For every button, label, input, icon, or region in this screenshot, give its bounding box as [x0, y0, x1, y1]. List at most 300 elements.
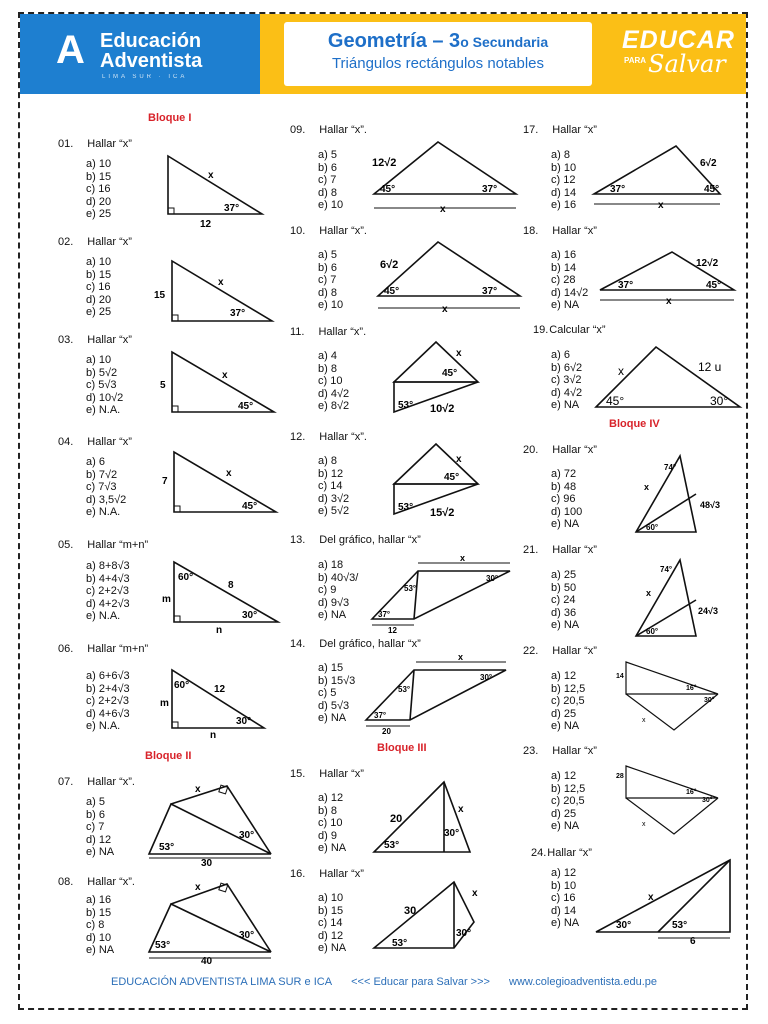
- svg-text:37°: 37°: [230, 308, 246, 319]
- svg-text:45°: 45°: [384, 286, 400, 297]
- options-12: [318, 455, 349, 518]
- option[interactable]: d) 25: [551, 807, 577, 820]
- option[interactable]: e) 8√2: [318, 400, 350, 412]
- question-13: [290, 534, 421, 546]
- option[interactable]: c) 2+2√3: [86, 585, 130, 597]
- question-text: Hallar “x”: [552, 444, 597, 456]
- question-number: 02.: [58, 236, 74, 248]
- option[interactable]: e) NA: [551, 820, 580, 832]
- question-number: 14.: [290, 638, 306, 650]
- figure-18: [598, 250, 738, 310]
- option[interactable]: b) 48: [551, 480, 577, 493]
- svg-text:30°: 30°: [710, 394, 729, 408]
- question-15: [290, 768, 364, 780]
- option[interactable]: e) NA: [318, 712, 347, 724]
- question-number: 22.: [523, 645, 539, 657]
- figure-01: [160, 150, 270, 230]
- question-number: 24.: [531, 847, 547, 859]
- svg-text:30: 30: [201, 858, 213, 869]
- svg-text:14: 14: [616, 673, 624, 680]
- option[interactable]: a) 15: [318, 662, 344, 674]
- question-2: [58, 236, 132, 248]
- option[interactable]: c) 7: [318, 274, 337, 286]
- option[interactable]: b) 15: [86, 906, 112, 919]
- option[interactable]: c) 8: [86, 919, 105, 931]
- option[interactable]: a) 5: [318, 249, 337, 261]
- figure-15: [370, 778, 480, 858]
- option[interactable]: a) 6+6√3: [86, 670, 130, 682]
- footer-slogan: <<< Educar para Salvar >>>: [351, 976, 490, 988]
- figure-08: [145, 876, 280, 966]
- svg-text:15: 15: [154, 290, 166, 301]
- page-subtitle: Triángulos rectángulos notables: [331, 55, 545, 72]
- option[interactable]: a) 10: [86, 158, 112, 170]
- svg-text:53°: 53°: [672, 920, 688, 931]
- options-10: [318, 249, 343, 312]
- svg-text:12 u: 12 u: [698, 360, 722, 374]
- option[interactable]: d) 10√2: [86, 391, 124, 404]
- svg-text:60°: 60°: [646, 523, 659, 532]
- option[interactable]: d) 3√2: [318, 492, 350, 505]
- question-22: [523, 645, 597, 657]
- option[interactable]: b) 15√3: [318, 674, 356, 687]
- question-20: [523, 444, 597, 456]
- svg-text:45°: 45°: [444, 472, 460, 483]
- option[interactable]: b) 10: [551, 161, 577, 174]
- option[interactable]: d) 14: [551, 904, 577, 917]
- option[interactable]: c) 7: [86, 821, 105, 833]
- option[interactable]: d) 3,5√2: [86, 493, 127, 506]
- figure-05: [160, 558, 280, 636]
- svg-text:16°: 16°: [686, 685, 697, 692]
- option[interactable]: d) 14: [551, 186, 577, 199]
- option[interactable]: c) 28: [551, 274, 576, 286]
- option[interactable]: d) 25: [551, 707, 577, 720]
- block-title-1: Bloque I: [148, 112, 192, 124]
- question-text: Hallar “x”.: [319, 431, 367, 443]
- option[interactable]: a) 8: [551, 149, 570, 161]
- option[interactable]: a) 18: [318, 559, 344, 571]
- svg-text:53°: 53°: [398, 502, 414, 513]
- svg-text:16°: 16°: [686, 789, 697, 796]
- option[interactable]: e) 16: [551, 199, 577, 211]
- figure-03: [158, 348, 278, 418]
- option[interactable]: e) N.A.: [86, 610, 121, 622]
- options-4: [86, 456, 126, 519]
- option[interactable]: c) 12: [551, 174, 576, 186]
- svg-text:30°: 30°: [704, 697, 715, 704]
- svg-text:12: 12: [388, 626, 397, 635]
- option[interactable]: e) N.A.: [86, 720, 121, 732]
- page-title: Geometría – 3o Secundaria: [327, 30, 549, 52]
- option[interactable]: d) 5√3: [318, 699, 350, 712]
- svg-text:x: x: [642, 717, 646, 724]
- options-8: [86, 894, 114, 957]
- option[interactable]: d) 4√2: [551, 386, 583, 399]
- option[interactable]: b) 7√2: [86, 468, 118, 481]
- svg-text:12√2: 12√2: [372, 157, 397, 169]
- question-17: [523, 124, 597, 136]
- figure-02: [150, 255, 280, 330]
- option[interactable]: b) 14: [551, 261, 577, 274]
- options-6: [86, 670, 130, 733]
- option[interactable]: a) 10: [86, 354, 112, 366]
- question-19: [533, 324, 606, 336]
- figure-21: [628, 556, 728, 642]
- svg-text:8: 8: [228, 580, 234, 591]
- org-name-line1: Educación: [100, 30, 202, 52]
- footer: [0, 976, 768, 988]
- svg-text:30°: 30°: [236, 716, 252, 727]
- svg-text:x: x: [646, 588, 652, 598]
- options-11: [318, 350, 349, 413]
- option[interactable]: c) 16: [86, 183, 111, 195]
- question-number: 04.: [58, 436, 74, 448]
- title-box: [284, 22, 592, 86]
- option[interactable]: d) 9: [318, 829, 337, 842]
- option[interactable]: a) 8: [318, 455, 337, 467]
- figure-10: [376, 238, 522, 318]
- option[interactable]: e) NA: [551, 399, 580, 411]
- option[interactable]: e) NA: [551, 720, 580, 732]
- question-7: [58, 776, 135, 788]
- svg-text:12√2: 12√2: [696, 258, 719, 269]
- option[interactable]: a) 8+8√3: [86, 560, 130, 572]
- figure-14: [362, 654, 512, 738]
- question-number: 10.: [290, 225, 306, 237]
- option[interactable]: c) 20,5: [551, 695, 585, 707]
- option[interactable]: e) 25: [86, 208, 112, 220]
- svg-text:37°: 37°: [378, 610, 391, 619]
- svg-text:53°: 53°: [159, 842, 175, 853]
- option[interactable]: c) 14: [318, 917, 343, 929]
- option[interactable]: d) 100: [551, 505, 583, 518]
- option[interactable]: b) 6√2: [551, 361, 583, 374]
- svg-text:x: x: [195, 882, 201, 893]
- svg-text:30°: 30°: [242, 610, 258, 621]
- option[interactable]: c) 5√3: [86, 379, 117, 391]
- options-20: [551, 468, 582, 531]
- option[interactable]: e) NA: [86, 944, 115, 956]
- question-text: Hallar “x”.: [319, 124, 367, 136]
- option[interactable]: d) 10: [86, 931, 112, 944]
- svg-text:74°: 74°: [664, 463, 677, 472]
- svg-text:6√2: 6√2: [380, 259, 399, 271]
- svg-text:30°: 30°: [444, 828, 460, 839]
- figure-24: [592, 858, 742, 948]
- option[interactable]: e) 10: [318, 199, 344, 211]
- question-9: [290, 124, 367, 136]
- block-title-3: Bloque III: [377, 742, 427, 754]
- option[interactable]: e) NA: [551, 299, 580, 311]
- block-title-4: Bloque IV: [609, 418, 660, 430]
- option[interactable]: e) N.A.: [86, 404, 121, 416]
- svg-text:x: x: [195, 784, 201, 795]
- question-text: Hallar “x”: [552, 745, 597, 757]
- svg-text:30°: 30°: [702, 797, 713, 804]
- question-24: [531, 847, 592, 859]
- question-number: 18.: [523, 225, 539, 237]
- options-2: [86, 256, 111, 319]
- option[interactable]: c) 9: [318, 584, 337, 596]
- svg-text:x: x: [642, 821, 646, 828]
- option[interactable]: a) 12: [551, 867, 577, 879]
- figure-11: [390, 338, 490, 418]
- svg-text:30°: 30°: [456, 928, 472, 939]
- option[interactable]: c) 7√3: [86, 481, 117, 493]
- options-13: [318, 559, 358, 622]
- option[interactable]: d) 4+2√3: [86, 597, 130, 610]
- option[interactable]: a) 6: [551, 349, 570, 361]
- option[interactable]: d) 4√2: [318, 387, 350, 400]
- option[interactable]: e) 5√2: [318, 505, 350, 517]
- svg-text:x: x: [456, 348, 462, 359]
- option[interactable]: c) 16: [551, 892, 576, 904]
- option[interactable]: e) NA: [551, 917, 580, 929]
- question-text: Calcular “x”: [549, 324, 606, 336]
- option[interactable]: d) 20: [86, 293, 112, 306]
- org-name-line2: Adventista: [100, 50, 203, 72]
- svg-text:45°: 45°: [442, 368, 458, 379]
- option[interactable]: b) 6: [86, 808, 105, 821]
- option[interactable]: e) NA: [318, 842, 347, 854]
- figure-20: [628, 452, 728, 538]
- brand-script: Salvar: [648, 50, 726, 78]
- option[interactable]: d) 4+6√3: [86, 707, 130, 720]
- question-text: Hallar “x”: [547, 847, 592, 859]
- option[interactable]: a) 12: [551, 670, 577, 682]
- question-number: 07.: [58, 776, 74, 788]
- question-text: Hallar “x”.: [87, 876, 135, 888]
- question-text: Hallar “m+n”: [87, 539, 149, 551]
- svg-text:x: x: [218, 277, 224, 288]
- option[interactable]: a) 12: [551, 770, 577, 782]
- svg-text:x: x: [222, 370, 228, 381]
- question-number: 16.: [290, 868, 306, 880]
- options-21: [551, 569, 579, 632]
- figure-23: [614, 762, 724, 842]
- question-text: Hallar “x”: [87, 138, 132, 150]
- option[interactable]: b) 12,5: [551, 682, 586, 695]
- org-logo: [20, 14, 260, 94]
- option[interactable]: d) 12: [318, 929, 344, 942]
- svg-text:37°: 37°: [224, 203, 240, 214]
- option[interactable]: d) 12: [86, 833, 112, 846]
- option[interactable]: a) 16: [551, 249, 577, 261]
- option[interactable]: b) 15: [86, 170, 112, 183]
- option[interactable]: c) 10: [318, 817, 343, 829]
- svg-text:20: 20: [390, 813, 403, 825]
- option[interactable]: c) 7: [318, 174, 337, 186]
- figure-12: [390, 440, 490, 520]
- question-text: Hallar “x”: [552, 544, 597, 556]
- option[interactable]: a) 16: [86, 894, 112, 906]
- question-text: Hallar “x”.: [319, 225, 367, 237]
- question-10: [290, 225, 367, 237]
- question-1: [58, 138, 132, 150]
- question-12: [290, 431, 367, 443]
- option[interactable]: c) 5: [318, 687, 337, 699]
- options-7: [86, 796, 114, 859]
- svg-text:x: x: [644, 482, 650, 492]
- figure-16: [370, 878, 490, 950]
- options-5: [86, 560, 130, 623]
- block-title-2: Bloque II: [145, 750, 192, 762]
- options-19: [551, 349, 582, 412]
- svg-text:15√2: 15√2: [430, 507, 455, 519]
- svg-text:48√3: 48√3: [700, 500, 720, 510]
- figure-13: [368, 555, 518, 635]
- svg-text:30°: 30°: [239, 830, 255, 841]
- svg-text:6: 6: [690, 936, 696, 947]
- option[interactable]: c) 10: [318, 375, 343, 387]
- option[interactable]: b) 6: [318, 161, 337, 174]
- option[interactable]: b) 5√2: [86, 366, 118, 379]
- svg-text:6√2: 6√2: [700, 158, 717, 169]
- svg-text:53°: 53°: [404, 584, 417, 593]
- option[interactable]: e) 10: [318, 299, 344, 311]
- options-22: [551, 670, 585, 733]
- question-18: [523, 225, 597, 237]
- svg-text:24√3: 24√3: [698, 606, 718, 616]
- question-number: 17.: [523, 124, 539, 136]
- option[interactable]: c) 24: [551, 594, 576, 606]
- option[interactable]: b) 6: [318, 261, 337, 274]
- svg-text:60°: 60°: [646, 627, 659, 636]
- org-logo-icon: A: [56, 28, 85, 72]
- option[interactable]: e) NA: [551, 518, 580, 530]
- option[interactable]: a) 5: [86, 796, 105, 808]
- svg-text:x: x: [458, 652, 464, 662]
- svg-text:5: 5: [160, 380, 166, 391]
- option[interactable]: c) 20,5: [551, 795, 585, 807]
- question-number: 06.: [58, 643, 74, 655]
- options-3: [86, 354, 123, 417]
- brand-line1: EDUCAR: [622, 26, 735, 54]
- question-number: 03.: [58, 334, 74, 346]
- option[interactable]: c) 14: [318, 480, 343, 492]
- option[interactable]: c) 3√2: [551, 374, 582, 386]
- option[interactable]: c) 16: [86, 281, 111, 293]
- question-text: Hallar “m+n”: [87, 643, 149, 655]
- option[interactable]: d) 14√2: [551, 286, 589, 299]
- option[interactable]: e) NA: [551, 619, 580, 631]
- options-23: [551, 770, 585, 833]
- svg-text:12: 12: [200, 219, 212, 230]
- svg-text:53°: 53°: [392, 938, 408, 949]
- svg-text:n: n: [210, 730, 217, 741]
- footer-website[interactable]: www.colegioadventista.edu.pe: [509, 976, 657, 988]
- option[interactable]: d) 9√3: [318, 596, 350, 609]
- option[interactable]: d) 36: [551, 606, 577, 619]
- option[interactable]: e) NA: [86, 846, 115, 858]
- question-text: Hallar “x”: [552, 645, 597, 657]
- option[interactable]: b) 2+4√3: [86, 682, 130, 695]
- option[interactable]: d) 20: [86, 195, 112, 208]
- svg-text:37°: 37°: [374, 711, 387, 720]
- svg-text:74°: 74°: [660, 565, 673, 574]
- brand-logo: [606, 14, 746, 94]
- question-21: [523, 544, 597, 556]
- option[interactable]: a) 10: [86, 256, 112, 268]
- options-18: [551, 249, 588, 312]
- option[interactable]: e) N.A.: [86, 506, 121, 518]
- svg-text:m: m: [160, 698, 169, 709]
- svg-text:60°: 60°: [178, 572, 194, 583]
- question-text: Del gráfico, hallar “x”: [319, 534, 421, 546]
- svg-text:45°: 45°: [238, 401, 254, 412]
- question-14: [290, 638, 421, 650]
- svg-text:45°: 45°: [380, 184, 396, 195]
- option[interactable]: b) 50: [551, 581, 577, 594]
- options-15: [318, 792, 346, 855]
- svg-text:12: 12: [214, 684, 226, 695]
- svg-text:x: x: [442, 304, 448, 315]
- option[interactable]: b) 10: [551, 879, 577, 892]
- svg-text:37°: 37°: [610, 184, 626, 195]
- option[interactable]: b) 40√3/: [318, 571, 359, 584]
- option[interactable]: a) 6: [86, 456, 105, 468]
- question-number: 09.: [290, 124, 306, 136]
- svg-text:x: x: [456, 454, 462, 465]
- svg-text:x: x: [618, 364, 624, 378]
- svg-text:45°: 45°: [242, 501, 258, 512]
- svg-text:20: 20: [382, 727, 391, 736]
- svg-text:53°: 53°: [384, 840, 400, 851]
- figure-22: [614, 658, 724, 738]
- option[interactable]: e) NA: [318, 609, 347, 621]
- option[interactable]: a) 12: [318, 792, 344, 804]
- option[interactable]: a) 25: [551, 569, 577, 581]
- option[interactable]: b) 15: [318, 904, 344, 917]
- svg-text:x: x: [472, 888, 478, 899]
- option[interactable]: b) 4+4√3: [86, 572, 130, 585]
- svg-text:53°: 53°: [398, 685, 411, 694]
- svg-text:37°: 37°: [618, 280, 634, 291]
- option[interactable]: d) 8: [318, 286, 337, 299]
- option[interactable]: e) 25: [86, 306, 112, 318]
- option[interactable]: b) 12,5: [551, 782, 586, 795]
- options-24: [551, 867, 579, 930]
- figure-07: [145, 778, 280, 868]
- question-text: Hallar “x”: [319, 868, 364, 880]
- option[interactable]: b) 12: [318, 467, 344, 480]
- option[interactable]: c) 96: [551, 493, 576, 505]
- option[interactable]: a) 5: [318, 149, 337, 161]
- option[interactable]: a) 4: [318, 350, 337, 362]
- svg-text:60°: 60°: [174, 680, 190, 691]
- option[interactable]: b) 8: [318, 362, 337, 375]
- svg-text:45°: 45°: [706, 280, 722, 291]
- question-text: Del gráfico, hallar “x”: [319, 638, 421, 650]
- option[interactable]: d) 8: [318, 186, 337, 199]
- option[interactable]: a) 10: [318, 892, 344, 904]
- option[interactable]: a) 72: [551, 468, 577, 480]
- brand-para: PARA: [624, 56, 647, 65]
- svg-text:7: 7: [162, 476, 168, 487]
- fig01-x: x: [208, 170, 214, 181]
- option[interactable]: b) 15: [86, 268, 112, 281]
- question-16: [290, 868, 364, 880]
- question-3: [58, 334, 132, 346]
- question-8: [58, 876, 135, 888]
- question-4: [58, 436, 132, 448]
- options-9: [318, 149, 343, 212]
- option[interactable]: b) 8: [318, 804, 337, 817]
- option[interactable]: c) 2+2√3: [86, 695, 130, 707]
- option[interactable]: e) NA: [318, 942, 347, 954]
- svg-text:37°: 37°: [482, 286, 498, 297]
